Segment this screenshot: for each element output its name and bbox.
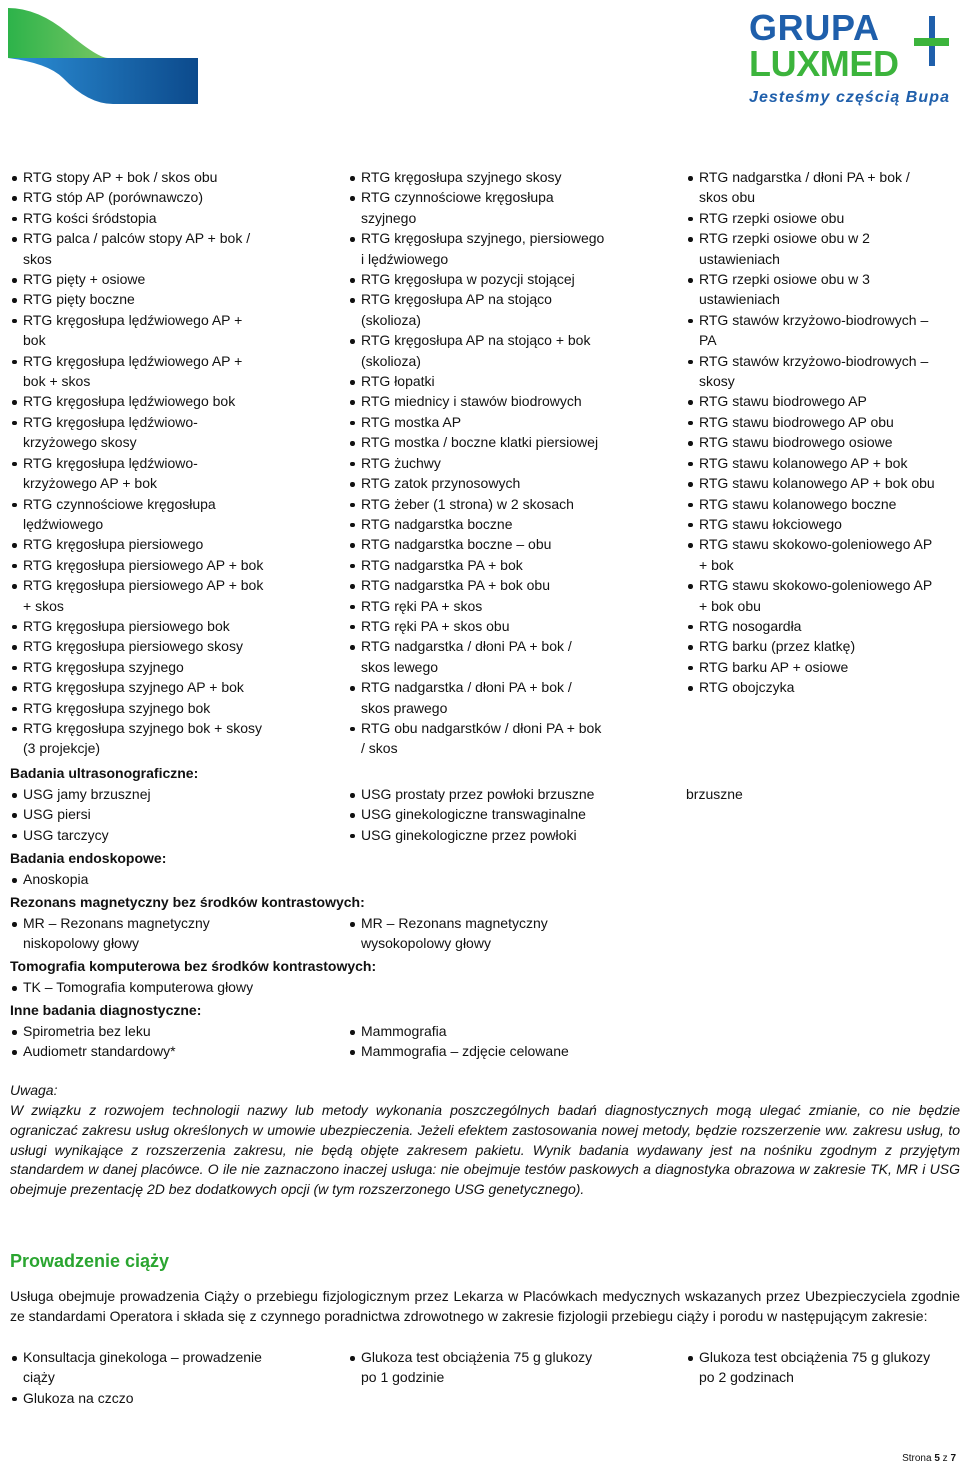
rtg-list-col2 [348, 167, 604, 759]
note-text: W związku z rozwojem technologii nazwy lub metody wykonania poszczególnych badań diagnostycznych mogą ulegać zmianie, co nie będzie ograniczać zakresu usług określonych w umowie ubezpieczenia. Jeżeli efektem zastosowania nowej metody, będzie rozszerzenie ww. zakresu usług, to usługi wynikające z rozszerzenia zakresu, nie będą objęte zakresem pakietu. Wynik badania wydawany jest na nośniku zgodnym z przyjętym standardem w danej placówce. O ile nie zaznaczono inaczej usługa: nie obejmuje testów paskowych a diagnostyka obrazowa w zakresie TK, MR i USG obejmuje prezentację 2D bez dodatkowych opcji (w tym rozszerzonego USG genetycznego). [10, 1102, 960, 1198]
list-item: RTG nadgarstka PA + bok obu [348, 575, 604, 595]
page-number: Strona 5 z 7 [902, 1453, 956, 1464]
list-item: RTG kręgosłupa szyjnego [10, 657, 263, 677]
list-item: RTG stawu kolanowego AP + bok [686, 453, 935, 473]
list-item: RTG stawów krzyżowo-biodrowych – skosy [686, 351, 935, 392]
list-item: RTG łopatki [348, 371, 604, 391]
list-item: RTG kręgosłupa szyjnego skosy [348, 167, 604, 187]
list-item: RTG barku AP + osiowe [686, 657, 935, 677]
usg-list-col2 [348, 784, 594, 845]
pregnancy-text: Usługa obejmuje prowadzenia Ciąży o przebiegu fizjologicznym przez Lekarza w Placówkach medycznych wskazanych przez Ubezpieczyciela zgodnie ze standardami Operatora i składa się z czynnego poradnictwa zdrowotnego w zakresie fizjologii przebiegu ciąży i porodu w następującym zakresie: [10, 1288, 960, 1324]
list-item: Mammografia – zdjęcie celowane [348, 1041, 569, 1061]
list-item: RTG nadgarstka / dłoni PA + bok / skos prawego [348, 677, 604, 718]
list-item: RTG kręgosłupa szyjnego bok + skosy (3 projekcje) [10, 718, 263, 759]
list-item: Anoskopia [10, 869, 88, 889]
list-item: RTG nadgarstka PA + bok [348, 555, 604, 575]
list-item: RTG stopy AP + bok / skos obu [10, 167, 263, 187]
list-item: RTG czynnościowe kręgosłupa szyjnego [348, 187, 604, 228]
list-item: RTG kręgosłupa piersiowego bok [10, 616, 263, 636]
list-item: RTG stawu biodrowego AP obu [686, 412, 935, 432]
list-item: USG ginekologiczne transwaginalne [348, 804, 594, 824]
list-item: RTG stawu skokowo-goleniowego AP + bok obu [686, 575, 935, 616]
list-item: RTG kręgosłupa AP na stojąco + bok (skolioza) [348, 330, 604, 371]
list-item: Mammografia [348, 1021, 569, 1041]
endo-list [10, 869, 88, 889]
svg-text:GRUPA: GRUPA [749, 7, 879, 48]
list-item: Konsultacja ginekologa – prowadzenie ciąży [10, 1347, 262, 1388]
list-item: RTG rzepki osiowe obu w 3 ustawieniach [686, 269, 935, 310]
list-item: RTG kręgosłupa piersiowego AP + bok [10, 555, 263, 575]
list-item: RTG żuchwy [348, 453, 604, 473]
mr-list-col2 [348, 913, 548, 954]
list-item: RTG kręgosłupa szyjnego bok [10, 698, 263, 718]
company-wave-logo [8, 8, 198, 104]
list-item: RTG stóp AP (porównawczo) [10, 187, 263, 207]
list-item: RTG zatok przynosowych [348, 473, 604, 493]
list-item: RTG nadgarstka boczne [348, 514, 604, 534]
list-item: RTG kręgosłupa lędźwiowo- krzyżowego AP + bok [10, 453, 263, 494]
list-item: RTG stawu skokowo-goleniowego AP + bok [686, 534, 935, 575]
section-title-pregnancy: Prowadzenie ciąży [10, 1251, 170, 1271]
pregnancy-list-col3 [686, 1347, 930, 1388]
list-item: RTG pięty boczne [10, 289, 263, 309]
list-item: RTG nadgarstka boczne – obu [348, 534, 604, 554]
list-item: RTG czynnościowe kręgosłupa lędźwiowego [10, 494, 263, 535]
list-item: Spirometria bez leku [10, 1021, 176, 1041]
list-item: USG jamy brzusznej [10, 784, 151, 804]
list-item: RTG kręgosłupa lędźwiowego AP + bok [10, 310, 263, 351]
rtg-list-col1 [10, 167, 263, 759]
list-item: MR – Rezonans magnetyczny niskopolowy głowy [10, 913, 210, 954]
list-item: RTG obojczyka [686, 677, 935, 697]
list-item: MR – Rezonans magnetyczny wysokopolowy głowy [348, 913, 548, 954]
list-item: RTG nosogardła [686, 616, 935, 636]
list-item: RTG stawu biodrowego AP [686, 391, 935, 411]
other-heading: Inne badania diagnostyczne: [10, 1002, 202, 1018]
list-item: RTG rzepki osiowe obu [686, 208, 935, 228]
list-item: Audiometr standardowy* [10, 1041, 176, 1061]
list-item: RTG stawu biodrowego osiowe [686, 432, 935, 452]
svg-text:LUXMED: LUXMED [749, 43, 899, 84]
list-item: TK – Tomografia komputerowa głowy [10, 977, 253, 997]
list-item: USG ginekologiczne przez powłoki [348, 825, 594, 845]
pregnancy-list-col2 [348, 1347, 592, 1388]
list-item: RTG ręki PA + skos obu [348, 616, 604, 636]
note-label: Uwaga: [10, 1082, 58, 1098]
other-list-col2 [348, 1021, 569, 1062]
list-item: USG tarczycy [10, 825, 151, 845]
list-item: RTG nadgarstka / dłoni PA + bok / skos obu [686, 167, 935, 208]
luxmed-logo [749, 6, 954, 106]
list-item: RTG kręgosłupa piersiowego skosy [10, 636, 263, 656]
list-item: RTG palca / palców stopy AP + bok / skos [10, 228, 263, 269]
mr-heading: Rezonans magnetyczny bez środków kontrastowych: [10, 894, 365, 910]
list-item: RTG obu nadgarstków / dłoni PA + bok / skos [348, 718, 604, 759]
list-item: RTG kręgosłupa szyjnego, piersiowego i lędźwiowego [348, 228, 604, 269]
list-item: RTG rzepki osiowe obu w 2 ustawieniach [686, 228, 935, 269]
list-item: RTG kręgosłupa AP na stojąco (skolioza) [348, 289, 604, 330]
tk-heading: Tomografia komputerowa bez środków kontrastowych: [10, 958, 377, 974]
list-item: Glukoza na czczo [10, 1388, 262, 1408]
list-item: RTG kości śródstopia [10, 208, 263, 228]
pregnancy-list-col1 [10, 1347, 262, 1408]
rtg-list-col3 [686, 167, 935, 698]
endo-heading: Badania endoskopowe: [10, 850, 167, 866]
usg-heading: Badania ultrasonograficzne: [10, 765, 199, 781]
svg-text:Jesteśmy częścią Bupa: Jesteśmy częścią Bupa [749, 89, 949, 106]
list-item: USG piersi [10, 804, 151, 824]
list-item: RTG nadgarstka / dłoni PA + bok / skos lewego [348, 636, 604, 677]
list-item: RTG kręgosłupa piersiowego [10, 534, 263, 554]
list-item: USG prostaty przez powłoki brzuszne [348, 784, 594, 804]
list-item: RTG kręgosłupa piersiowego AP + bok + skos [10, 575, 263, 616]
list-item: RTG kręgosłupa w pozycji stojącej [348, 269, 604, 289]
list-item: RTG stawów krzyżowo-biodrowych – PA [686, 310, 935, 351]
list-item: RTG stawu kolanowego AP + bok obu [686, 473, 935, 493]
tk-list [10, 977, 253, 997]
list-item: RTG mostka AP [348, 412, 604, 432]
list-item: Glukoza test obciążenia 75 g glukozy po 1 godzinie [348, 1347, 592, 1388]
usg-list-col1 [10, 784, 151, 845]
list-item: RTG barku (przez klatkę) [686, 636, 935, 656]
list-item: RTG miednicy i stawów biodrowych [348, 391, 604, 411]
list-item: RTG kręgosłupa lędźwiowo- krzyżowego skosy [10, 412, 263, 453]
usg-col3-text: brzuszne [686, 786, 743, 802]
list-item: RTG kręgosłupa lędźwiowego bok [10, 391, 263, 411]
other-list-col1 [10, 1021, 176, 1062]
list-item: RTG pięty + osiowe [10, 269, 263, 289]
list-item: RTG żeber (1 strona) w 2 skosach [348, 494, 604, 514]
mr-list-col1 [10, 913, 210, 954]
list-item: Glukoza test obciążenia 75 g glukozy po 2 godzinach [686, 1347, 930, 1388]
list-item: RTG stawu łokciowego [686, 514, 935, 534]
list-item: RTG stawu kolanowego boczne [686, 494, 935, 514]
list-item: RTG kręgosłupa lędźwiowego AP + bok + skos [10, 351, 263, 392]
list-item: RTG mostka / boczne klatki piersiowej [348, 432, 604, 452]
list-item: RTG kręgosłupa szyjnego AP + bok [10, 677, 263, 697]
list-item: RTG ręki PA + skos [348, 596, 604, 616]
